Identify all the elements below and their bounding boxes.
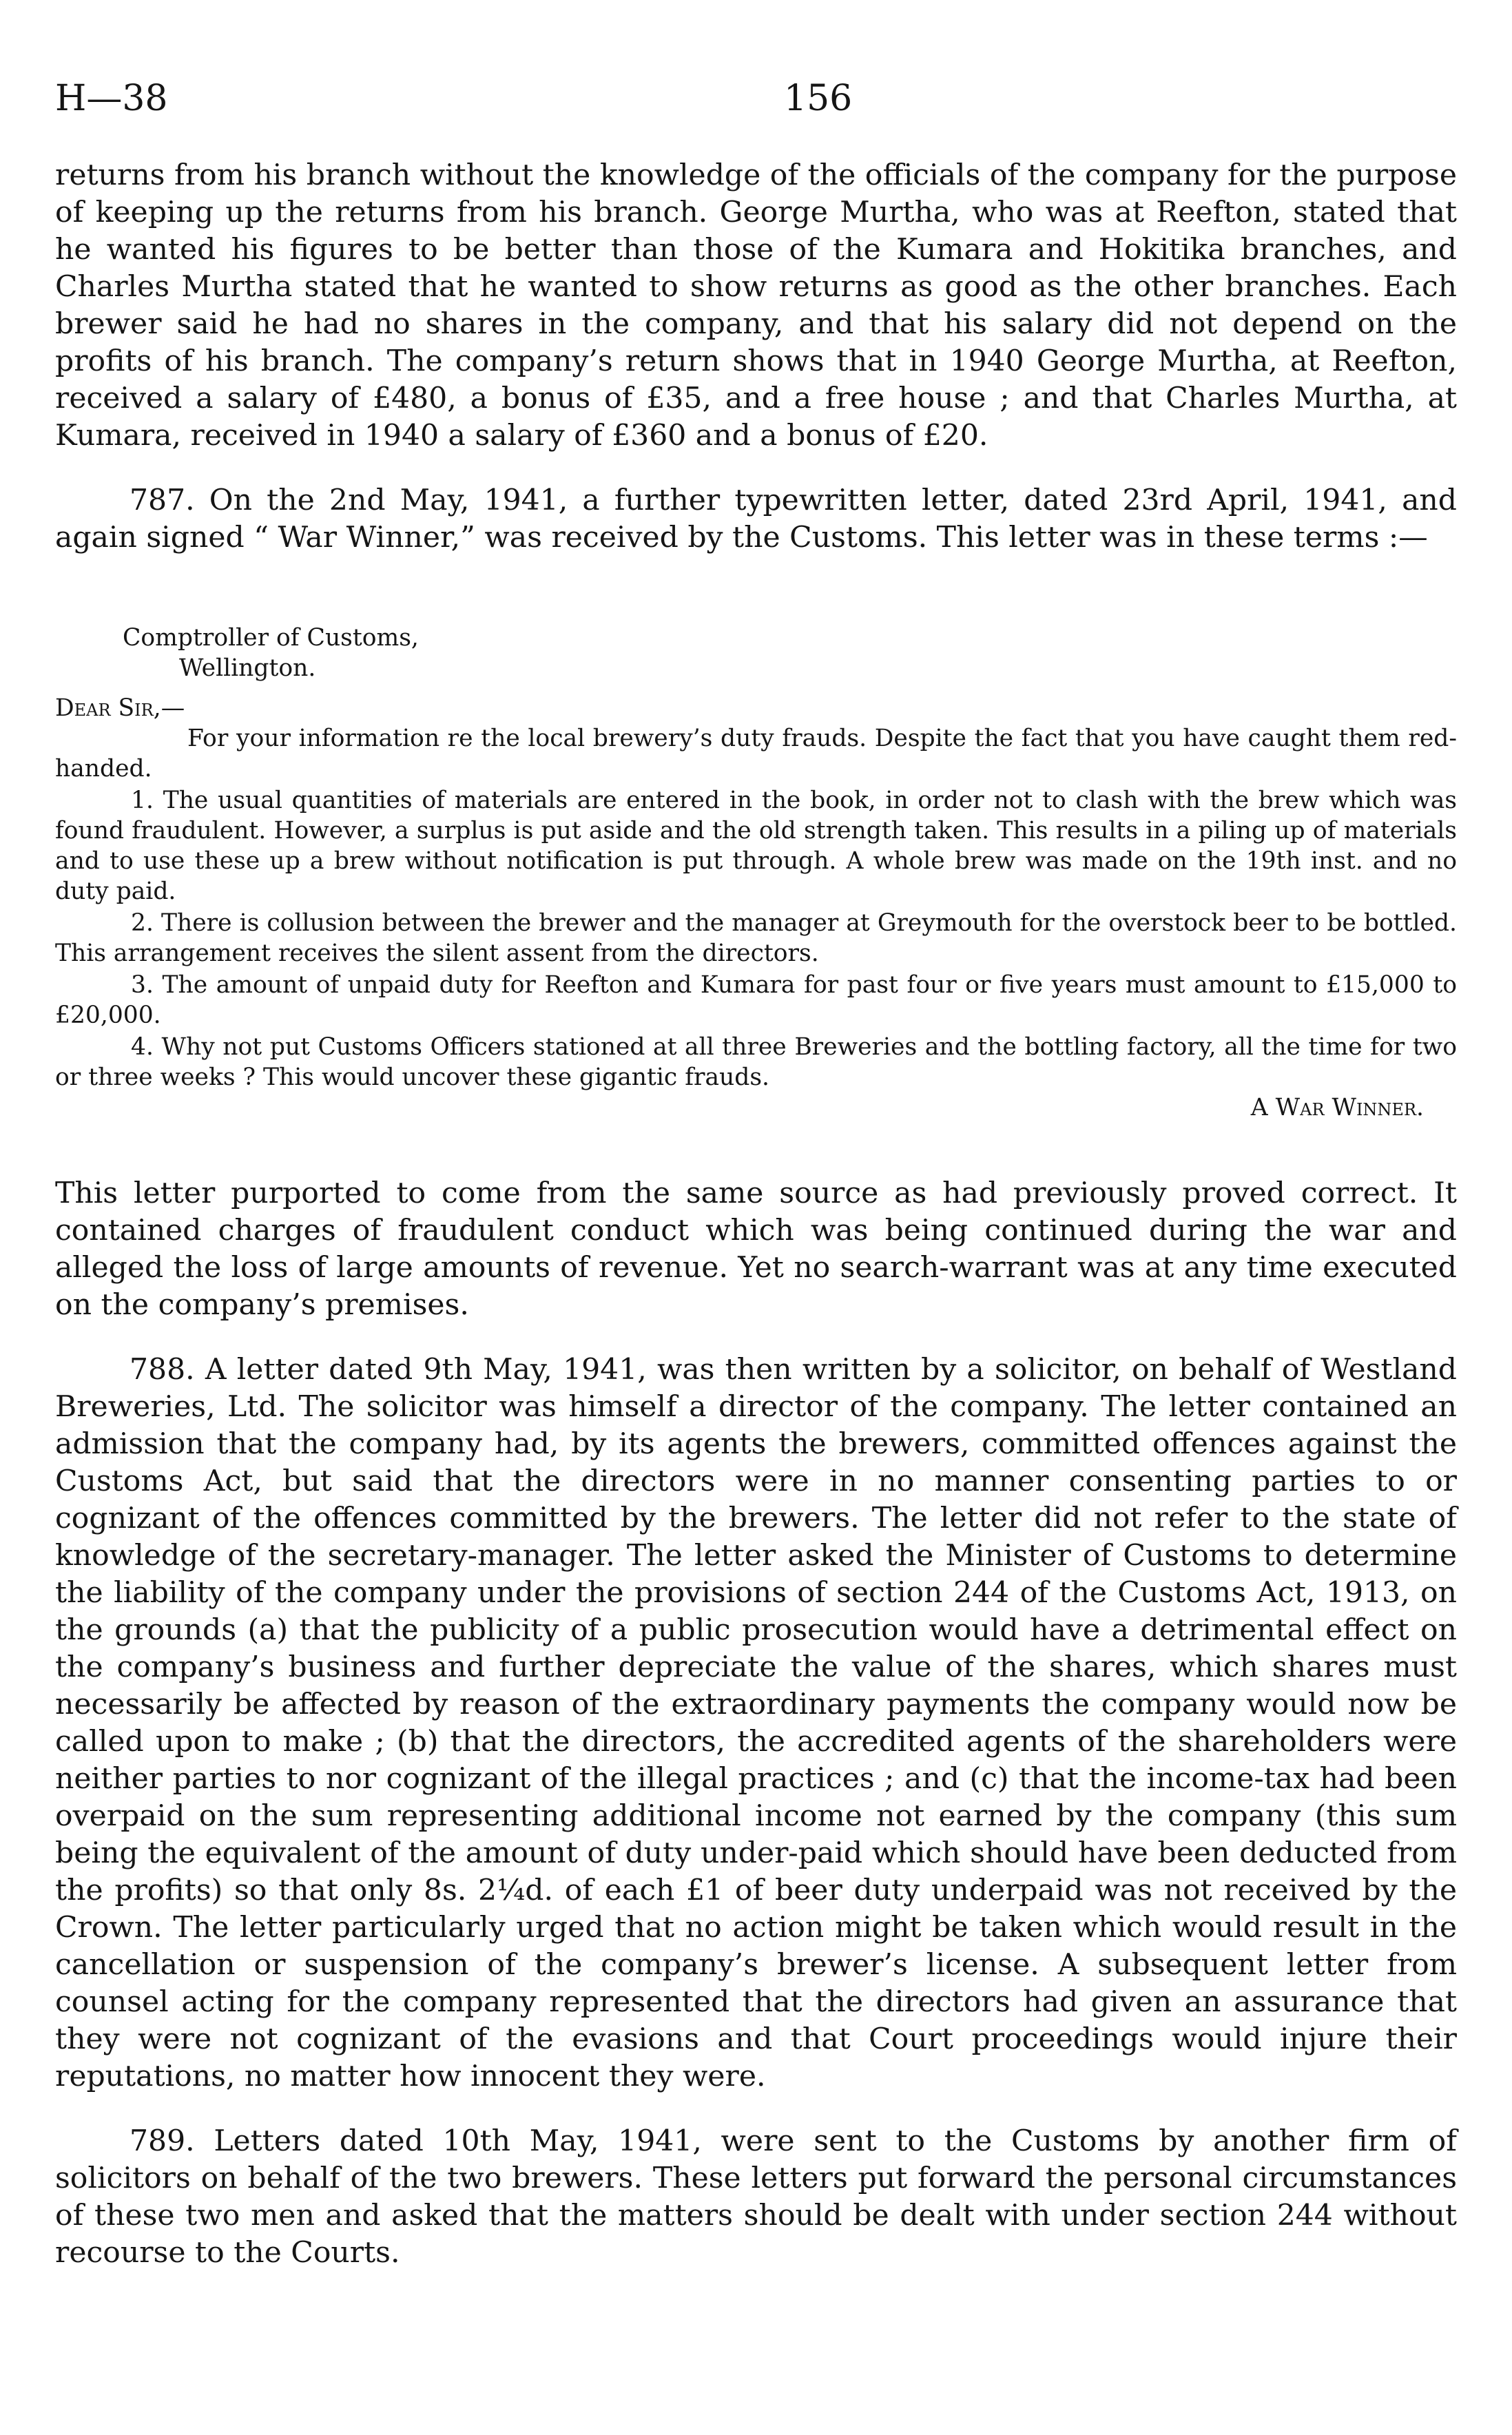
paragraph-after-letter: This letter purported to come from the same source as had previously proved correct. It contained charges of fraudulent conduct which was being continued during the war and alleged the loss of large amounts of revenue. Yet no search-warrant was at any time executed on the company’s premises. bbox=[55, 1177, 1457, 1322]
letter-salutation: Dear Sir,— bbox=[55, 694, 185, 722]
quoted-letter bbox=[55, 623, 1457, 1123]
page-header bbox=[55, 74, 1457, 123]
letter-item: 1. The usual quantities of materials are entered in the book, in order not to clash with the brew which was found fraudulent. However, a surplus is put aside and the old strength taken. This results in a piling up of materials and to use these up a brew without notification is put through. A whole brew was made on the 19th inst. and no duty paid. bbox=[55, 787, 1457, 905]
letter-item: 3. The amount of unpaid duty for Reefton and Kumara for past four or five years must amount to £15,000 to £20,000. bbox=[55, 971, 1457, 1029]
letter-item: 2. There is collusion between the brewer and the manager at Greymouth for the overstock beer to be bottled. This arrangement receives the silent assent from the directors. bbox=[55, 909, 1457, 967]
document-reference: H—38 bbox=[55, 78, 168, 119]
main-text-top bbox=[55, 157, 1457, 557]
paragraph-787: 787. On the 2nd May, 1941, a further typewritten letter, dated 23rd April, 1941, and again signed “ War Winner,” was received by the Customs. This letter was in these terms :— bbox=[55, 484, 1457, 555]
letter-signature: A War Winner. bbox=[1250, 1094, 1424, 1121]
letter-address-line-1: Comptroller of Customs, bbox=[123, 624, 419, 652]
paragraph-788: 788. A letter dated 9th May, 1941, was then written by a solicitor, on behalf of Westland Breweries, Ltd. The solicitor was himself a director of the company. The letter contained an admission that the company had, by its agents the brewers, committed offences against the Customs Act, but said that the directors were in no manner consenting parties to or cognizant of the offences committed by the brewers. The letter did not refer to the state of knowledge of the secretary-manager. The letter asked the Minister of Customs to determine the liability of the company under the provisions of section 244 of the Customs Act, 1913, on the grounds (a) that the publicity of a public prosecution would have a detrimental effect on the company’s business and further depreciate the value of the shares, which shares must necessarily be affected by reason of the extraordinary payments the company would now be called upon to make ; (b) that the directors, the accredited agents of the shareholders were neither parties to nor cognizant of the illegal practices ; and (c) that the income-tax had been overpaid on the sum representing additional income not earned by the company (this sum being the equivalent of the amount of duty under-paid which should have been deducted from the profits) so that only 8s. 2¼d. of each £1 of beer duty underpaid was not received by the Crown. The letter particularly urged that no action might be taken which would result in the cancellation or suspension of the company’s brewer’s license. A subsequent letter from counsel acting for the company represented that the directors had given an assurance that they were not cognizant of the evasions and that Court proceedings would injure their reputations, no matter how innocent they were. bbox=[55, 1353, 1457, 2093]
page-number: 156 bbox=[784, 78, 853, 119]
paragraph-789: 789. Letters dated 10th May, 1941, were sent to the Customs by another firm of solicitors on behalf of the two brewers. These letters put forward the personal circumstances of these two men and asked that the matters should be dealt with under section 244 without recourse to the Courts. bbox=[55, 2124, 1457, 2270]
letter-address-line-2: Wellington. bbox=[179, 654, 316, 682]
letter-intro: For your information re the local brewery’s duty frauds. Despite the fact that you have caught them red-handed. bbox=[55, 725, 1457, 783]
main-text-bottom bbox=[55, 1175, 1457, 2272]
paragraph-continuation: returns from his branch without the knowledge of the officials of the company for the purpose of keeping up the returns from his branch. George Murtha, who was at Reefton, stated that he wanted his figures to be better than those of the Kumara and Hokitika branches, and Charles Murtha stated that he wanted to show returns as good as the other branches. Each brewer said he had no shares in the company, and that his salary did not depend on the profits of his branch. The company’s return shows that in 1940 George Murtha, at Reefton, received a salary of £480, a bonus of £35, and a free house ; and that Charles Murtha, at Kumara, received in 1940 a salary of £360 and a bonus of £20. bbox=[55, 158, 1457, 453]
letter-item: 4. Why not put Customs Officers stationed at all three Breweries and the bottling factory, all the time for two or three weeks ? This would uncover these gigantic frauds. bbox=[55, 1033, 1457, 1091]
